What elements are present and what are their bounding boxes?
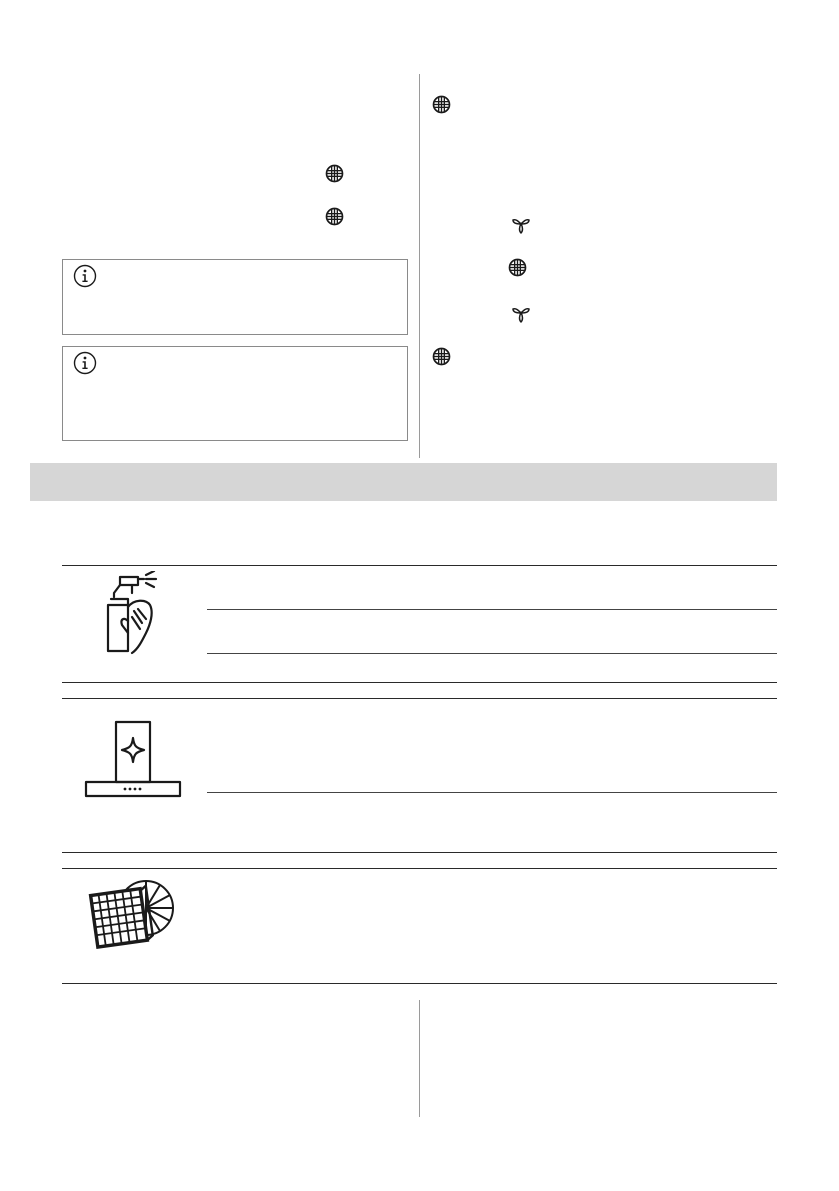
filter-grid-icon	[325, 164, 344, 183]
table-sub-rule	[207, 792, 777, 793]
section-header-band	[30, 463, 777, 501]
fan-icon	[510, 302, 532, 324]
column-divider-bottom	[419, 1000, 420, 1117]
table-rule	[62, 565, 777, 566]
table-rule	[62, 698, 777, 699]
column-divider-top	[419, 74, 420, 458]
fan-icon	[510, 213, 532, 235]
filter-grid-icon	[432, 95, 451, 114]
table-rule	[62, 682, 777, 683]
info-note-box	[62, 346, 408, 441]
table-rule	[62, 983, 777, 984]
table-sub-rule	[207, 609, 777, 610]
filters-icon	[80, 876, 178, 956]
info-icon	[73, 264, 97, 288]
filter-grid-icon	[432, 347, 451, 366]
table-sub-rule	[207, 653, 777, 654]
info-note-box	[62, 259, 408, 335]
filter-grid-icon	[325, 207, 344, 226]
spray-cleaning-icon	[98, 571, 170, 655]
hood-clean-icon	[84, 720, 182, 798]
filter-grid-icon	[508, 258, 527, 277]
table-rule	[62, 868, 777, 869]
info-icon	[73, 351, 97, 375]
table-rule	[62, 852, 777, 853]
